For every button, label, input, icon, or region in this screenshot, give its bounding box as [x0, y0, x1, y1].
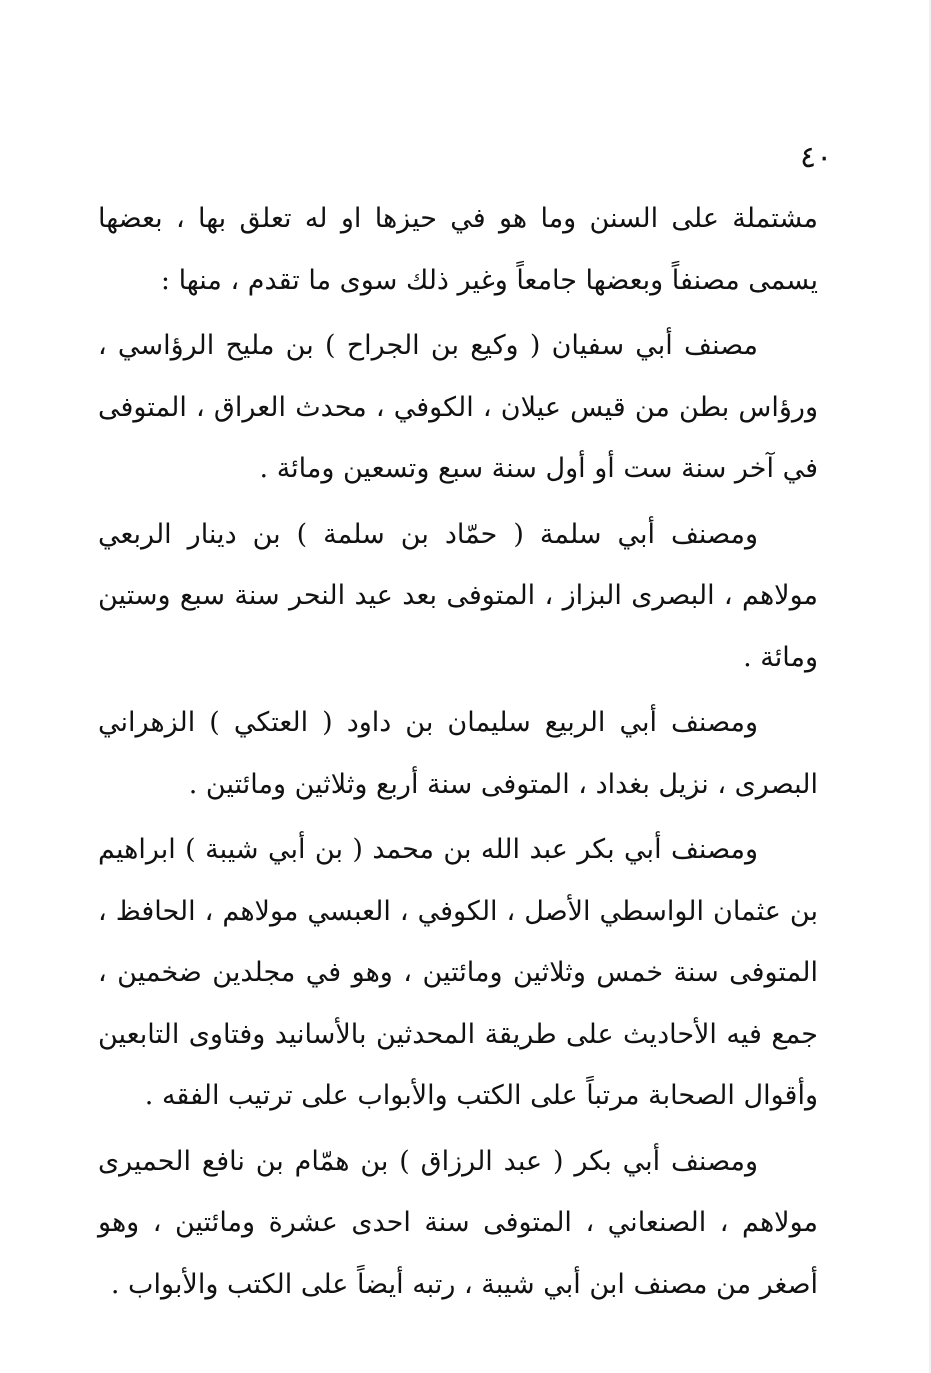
paragraph-ibn-abi-shayba: ومصنف أبي بكر عبد الله بن محمد ( بن أبي شيبة ) ابراهيم بن عثمان الواسطي الأصل ، الكوفي ، العبسي مولاهم ، الحافظ ، المتوفى سنة خمس وثلاثين ومائتين ، وهو في مجلدين ضخمين ، جمع فيه الأحاديث على طريقة المحدثين بالأسانيد وفتاوى التابعين وأقوال الصحابة مرتباً على الكتب والأبواب على ترتيب الفقه .: [98, 834, 818, 1111]
paragraph-intro: مشتملة على السنن وما هو في حيزها او له تعلق بها ، بعضها يسمى مصنفاً وبعضها جامعاً وغير ذلك سوى ما تقدم ، منها :: [98, 203, 818, 296]
page-number: ٤٠: [800, 140, 833, 175]
paragraph-abd-al-razzaq: ومصنف أبي بكر ( عبد الرزاق ) بن همّام بن نافع الحميرى مولاهم ، الصنعاني ، المتوفى سنة احدى عشرة ومائتين ، وهو أصغر من مصنف ابن أبي شيبة ، رتبه أيضاً على الكتب والأبواب .: [98, 1145, 818, 1300]
paragraph-waki: مصنف أبي سفيان ( وكيع بن الجراح ) بن مليح الرؤاسي ، ورؤاس بطن من قيس عيلان ، الكوفي ، محدث العراق ، المتوفى في آخر سنة ست أو أول سنة سبع وتسعين ومائة .: [98, 330, 818, 484]
body-text: [98, 188, 818, 1315]
paragraph-sulayman: ومصنف أبي الربيع سليمان بن داود ( العتكي ) الزهراني البصرى ، نزيل بغداد ، المتوفى سنة أربع وثلاثين ومائتين .: [98, 707, 818, 800]
paragraph-hammad: ومصنف أبي سلمة ( حمّاد بن سلمة ) بن دينار الربعي مولاهم ، البصرى البزاز ، المتوفى بعد عيد النحر سنة سبع وستين ومائة .: [98, 518, 818, 673]
